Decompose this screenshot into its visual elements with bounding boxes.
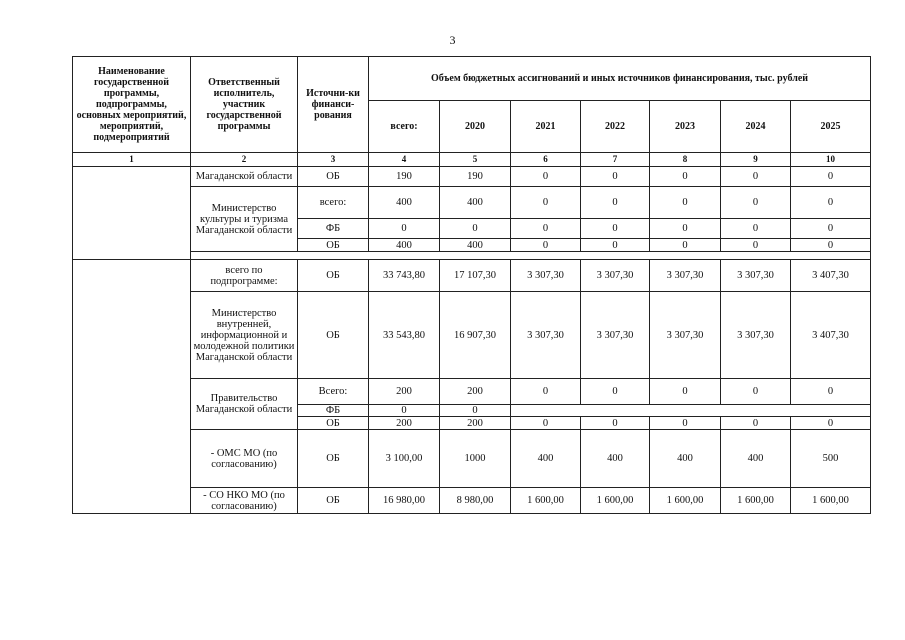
value-cell: 0 <box>650 417 721 430</box>
value-cell: 0 <box>511 219 581 239</box>
value-cell: 400 <box>721 430 791 488</box>
value-cell: 0 <box>511 239 581 252</box>
value-cell: 0 <box>791 239 871 252</box>
value-cell: 1 600,00 <box>511 488 581 514</box>
source-cell: ФБ <box>298 405 369 417</box>
table-row <box>73 187 871 219</box>
value-cell: 200 <box>369 417 440 430</box>
value-cell: 400 <box>440 187 511 219</box>
value-cell: 0 <box>721 167 791 187</box>
value-cell: 0 <box>721 239 791 252</box>
budget-table <box>72 56 871 514</box>
header-executor: Ответственный исполнитель, участник государственной программы <box>191 57 298 153</box>
value-cell: 400 <box>369 187 440 219</box>
col-number: 6 <box>511 153 581 167</box>
name-cell <box>73 260 191 514</box>
header-year: 2023 <box>650 101 721 153</box>
source-cell: ОБ <box>298 417 369 430</box>
value-cell: 0 <box>511 187 581 219</box>
spacer-row <box>73 252 871 260</box>
executor-cell: Министерство внутренней, информационной и молодежной политики Магаданской области <box>191 292 298 379</box>
value-cell: 400 <box>581 430 650 488</box>
header-year: 2020 <box>440 101 511 153</box>
table-row <box>73 430 871 488</box>
value-cell: 0 <box>791 417 871 430</box>
source-cell: ОБ <box>298 260 369 292</box>
value-cell: 400 <box>650 430 721 488</box>
executor-cell: всего по подпрограмме: <box>191 260 298 292</box>
value-cell: 0 <box>581 219 650 239</box>
value-cell: 1 600,00 <box>650 488 721 514</box>
value-cell: 0 <box>581 379 650 405</box>
value-cell: 200 <box>440 417 511 430</box>
col-number: 2 <box>191 153 298 167</box>
value-cell: 0 <box>721 187 791 219</box>
value-cell: 0 <box>721 417 791 430</box>
value-cell: 3 307,30 <box>581 292 650 379</box>
value-cell: 0 <box>650 239 721 252</box>
value-cell: 0 <box>650 379 721 405</box>
col-number: 1 <box>73 153 191 167</box>
executor-cell: Правительство Магаданской области <box>191 379 298 430</box>
value-cell: 8 980,00 <box>440 488 511 514</box>
value-cell: 0 <box>650 167 721 187</box>
value-cell: 0 <box>511 167 581 187</box>
col-number: 9 <box>721 153 791 167</box>
value-cell: 1000 <box>440 430 511 488</box>
header-year: 2024 <box>721 101 791 153</box>
spacer-cell <box>191 252 871 260</box>
value-cell: 3 307,30 <box>721 292 791 379</box>
value-cell: 0 <box>581 167 650 187</box>
value-cell: 3 307,30 <box>650 260 721 292</box>
source-cell: ОБ <box>298 239 369 252</box>
executor-cell: Министерство культуры и туризма Магаданской области <box>191 187 298 252</box>
column-numbers-row <box>73 153 871 167</box>
header-funding: Объем бюджетных ассигнований и иных источников финансирования, тыс. рублей <box>369 57 871 101</box>
value-cell: 0 <box>440 219 511 239</box>
value-cell: 400 <box>369 239 440 252</box>
value-cell: 0 <box>369 405 440 417</box>
value-cell: 0 <box>581 187 650 219</box>
value-cell: 3 407,30 <box>791 292 871 379</box>
executor-cell: - СО НКО МО (по согласованию) <box>191 488 298 514</box>
table-row <box>73 260 871 292</box>
value-cell: 0 <box>581 417 650 430</box>
value-cell: 3 307,30 <box>581 260 650 292</box>
source-cell: ФБ <box>298 219 369 239</box>
table-row <box>73 292 871 379</box>
value-cell: 33 743,80 <box>369 260 440 292</box>
value-cell: 0 <box>650 219 721 239</box>
value-cell: 3 307,30 <box>650 292 721 379</box>
value-cell: 0 <box>791 379 871 405</box>
col-number: 5 <box>440 153 511 167</box>
value-cell: 16 907,30 <box>440 292 511 379</box>
value-cell: 3 407,30 <box>791 260 871 292</box>
value-cell: 0 <box>511 417 581 430</box>
table-row <box>73 167 871 187</box>
col-number: 4 <box>369 153 440 167</box>
page-number: 3 <box>449 33 456 47</box>
value-cell: 500 <box>791 430 871 488</box>
value-cell: 0 <box>440 405 511 417</box>
value-cell: 1 600,00 <box>791 488 871 514</box>
value-cell: 200 <box>440 379 511 405</box>
value-cell: 1 600,00 <box>581 488 650 514</box>
header-source: Источни-ки финанси-рования <box>298 57 369 153</box>
source-cell: ОБ <box>298 430 369 488</box>
source-cell: Всего: <box>298 379 369 405</box>
value-cell: 0 <box>791 219 871 239</box>
value-cell: 400 <box>440 239 511 252</box>
header-year: 2021 <box>511 101 581 153</box>
value-cell: 0 <box>511 379 581 405</box>
value-cell: 190 <box>440 167 511 187</box>
col-number: 10 <box>791 153 871 167</box>
value-cell: 400 <box>511 430 581 488</box>
table-row <box>73 379 871 405</box>
value-cell: 200 <box>369 379 440 405</box>
value-cell: 0 <box>369 219 440 239</box>
value-cell: 0 <box>721 219 791 239</box>
value-cell: 3 307,30 <box>511 292 581 379</box>
name-cell <box>73 167 191 260</box>
value-cell: 3 100,00 <box>369 430 440 488</box>
source-cell: ОБ <box>298 488 369 514</box>
value-cell: 0 <box>581 239 650 252</box>
value-cell <box>511 405 871 417</box>
value-cell: 1 600,00 <box>721 488 791 514</box>
executor-cell: - ОМС МО (по согласованию) <box>191 430 298 488</box>
value-cell: 190 <box>369 167 440 187</box>
value-cell: 0 <box>791 187 871 219</box>
header-year: 2025 <box>791 101 871 153</box>
col-number: 8 <box>650 153 721 167</box>
value-cell: 3 307,30 <box>721 260 791 292</box>
header-name: Наименование государственной программы, подпрограммы, основных мероприятий, мероприятий, подмероприятий <box>73 57 191 153</box>
value-cell: 0 <box>721 379 791 405</box>
source-cell: всего: <box>298 187 369 219</box>
value-cell: 33 543,80 <box>369 292 440 379</box>
value-cell: 0 <box>650 187 721 219</box>
table-row <box>73 488 871 514</box>
executor-cell: Магаданской области <box>191 167 298 187</box>
header-total: всего: <box>369 101 440 153</box>
value-cell: 3 307,30 <box>511 260 581 292</box>
value-cell: 0 <box>791 167 871 187</box>
value-cell: 17 107,30 <box>440 260 511 292</box>
col-number: 3 <box>298 153 369 167</box>
col-number: 7 <box>581 153 650 167</box>
source-cell: ОБ <box>298 292 369 379</box>
value-cell: 16 980,00 <box>369 488 440 514</box>
header-year: 2022 <box>581 101 650 153</box>
source-cell: ОБ <box>298 167 369 187</box>
